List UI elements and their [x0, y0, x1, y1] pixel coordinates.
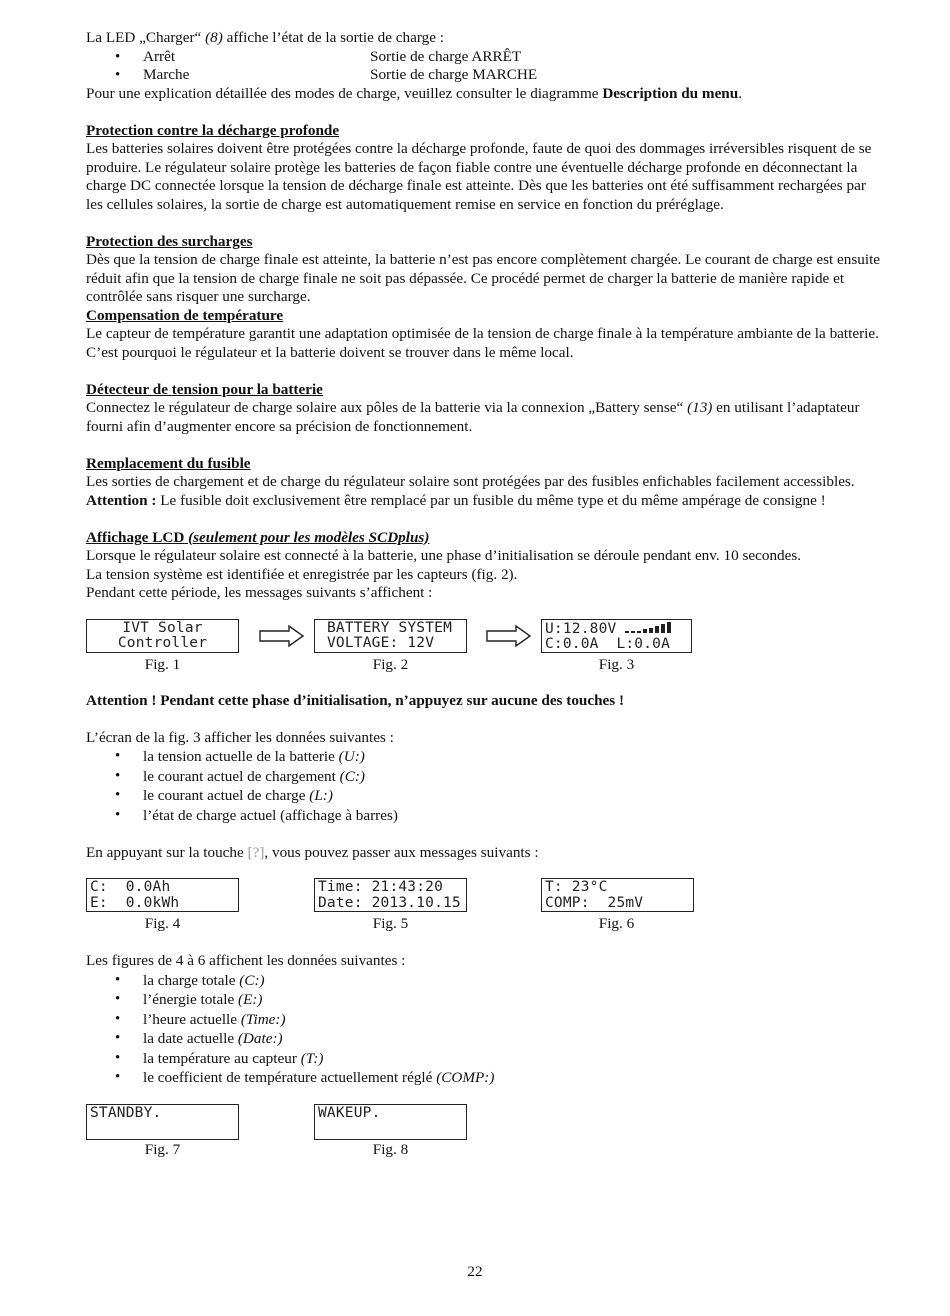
fig3-intro: L’écran de la fig. 3 afficher les données suivantes :	[86, 728, 394, 746]
lcd-display-fig7: STANDBY.	[86, 1104, 239, 1140]
lcd-display-fig8: WAKEUP.	[314, 1104, 467, 1140]
fig-caption: Fig. 7	[144, 1140, 181, 1158]
section-body-fuse: Les sorties de chargement et de charge du régulateur solaire sont protégées par des fusibles enfichables facilement accessibles.	[86, 473, 855, 490]
page-number: 22	[467, 1263, 483, 1280]
section-title-fuse: Remplacement du fusible	[86, 454, 251, 472]
list-item: • la charge totale (C:)	[86, 971, 886, 991]
list-item: • la tension actuelle de la batterie (U:)	[86, 747, 886, 767]
section-body-overcharge: Dès que la tension de charge finale est atteinte, la batterie n’est pas encore complètement chargée. Le courant de charge est ensuite réduit afin que la tension de charge finale ne soit pas dépassée. Ce procédé permet de charger la batterie de manière rapide et contrôlée sans risquer une surcharge.	[86, 251, 881, 305]
section-title-temperature: Compensation de température	[86, 306, 284, 324]
arrow-right-icon	[259, 625, 305, 647]
section-body-battery-sense: Connectez le régulateur de charge solaire aux pôles de la batterie via la connexion „Battery sense“ (13) en utilisant l’adaptateur fourni afin d’augmenter encore sa précision de fonctionnement.	[86, 399, 860, 435]
fig-caption: Fig. 1	[144, 655, 181, 673]
list-item: • le coefficient de température actuellement réglé (COMP:)	[86, 1068, 886, 1088]
key-glyph-icon: [?]	[247, 843, 265, 861]
lcd-line-1: Lorsque le régulateur solaire est connecté à la batterie, une phase d’initialisation se déroule pendant env. 10 secondes.	[86, 547, 802, 564]
section-title-lcd: Affichage LCD (seulement pour les modèles SCDplus)	[86, 528, 430, 546]
list-item: • la date actuelle (Date:)	[86, 1029, 886, 1049]
list-item: • l’énergie totale (E:)	[86, 990, 886, 1010]
lcd-display-fig6: T: 23°C COMP: 25mV	[541, 878, 694, 912]
led-text: La LED „Charger“	[86, 29, 206, 46]
section-body-temperature: Le capteur de température garantit une adaptation optimisée de la tension de charge finale à la température ambiante de la batterie. C’est pourquoi le régulateur et la batterie doivent se trouver dans le même local.	[86, 325, 879, 361]
list-item: • Arrêt Sortie de charge ARRÊT	[86, 48, 886, 67]
state-list	[86, 48, 886, 85]
lcd-row-init	[86, 619, 886, 676]
fig46-intro: Les figures de 4 à 6 affichent les données suivantes :	[86, 952, 406, 969]
fig-caption: Fig. 6	[598, 915, 635, 932]
list-item: • Marche Sortie de charge MARCHE	[86, 66, 886, 85]
fuse-attention: Attention : Le fusible doit exclusivement être remplacé par un fusible du même type et du même ampérage de consigne !	[86, 491, 826, 509]
modes-paragraph: Pour une explication détaillée des modes de charge, veuillez consulter le diagramme Description du menu.	[86, 84, 742, 102]
fig-caption: Fig. 8	[372, 1140, 409, 1158]
fig-caption: Fig. 2	[372, 655, 409, 673]
lcd-line-3: Pendant cette période, les messages suivants s’affichent :	[86, 584, 433, 601]
lcd-line-2: La tension système est identifiée et enregistrée par les capteurs (fig. 2).	[86, 565, 518, 583]
fig-caption: Fig. 4	[144, 915, 181, 932]
document-page	[86, 29, 886, 1161]
fig-caption: Fig. 3	[598, 655, 635, 673]
lcd-row-data	[86, 878, 886, 935]
fig46-list	[86, 971, 886, 1088]
list-item: • le courant actuel de chargement (C:)	[86, 767, 886, 787]
section-title-battery-sense: Détecteur de tension pour la batterie	[86, 380, 323, 398]
led-text-end: affiche l’état de la sortie de charge :	[222, 29, 445, 46]
led-ref: (8)	[205, 29, 223, 46]
charge-bars-icon	[625, 621, 677, 633]
arrow-right-icon	[486, 625, 532, 647]
lcd-display-fig2: BATTERY SYSTEM VOLTAGE: 12V	[314, 619, 467, 653]
lcd-display-fig3: U:12.80V C:0.0A L:0.0A	[541, 619, 692, 653]
fig3-list	[86, 747, 886, 825]
lcd-row-mode	[86, 1104, 886, 1161]
led-paragraph	[86, 29, 886, 48]
lcd-display-fig5: Time: 21:43:20 Date: 2013.10.15	[314, 878, 467, 912]
list-item: • l’état de charge actuel (affichage à barres)	[86, 806, 886, 826]
section-title-overcharge: Protection des surcharges	[86, 232, 253, 250]
list-item: • la température au capteur (T:)	[86, 1049, 886, 1069]
list-item: • le courant actuel de charge (L:)	[86, 786, 886, 806]
init-warning: Attention ! Pendant cette phase d’initialisation, n’appuyez sur aucune des touches !	[86, 691, 625, 709]
section-title-deep-discharge: Protection contre la décharge profonde	[86, 121, 340, 139]
list-item: • l’heure actuelle (Time:)	[86, 1010, 886, 1030]
fig-caption: Fig. 5	[372, 915, 409, 932]
lcd-display-fig4: C: 0.0Ah E: 0.0kWh	[86, 878, 239, 912]
press-key-paragraph: En appuyant sur la touche [?], vous pouvez passer aux messages suivants :	[86, 843, 539, 861]
lcd-display-fig1: IVT Solar Controller	[86, 619, 239, 653]
section-body-deep-discharge: Les batteries solaires doivent être protégées contre la décharge profonde, faute de quoi des dommages irréversibles risquent de se produire. Le régulateur solaire protège les batteries de façon fiable contre une éventuelle décharge profonde en déconnectant la charge DC connectée lorsque la tension de décharge finale est atteinte. Dès que les batteries ont été suffisamment rechargées par les cellules solaires, la sortie de charge est automatiquement remise en service en fonction du préréglage.	[86, 140, 872, 213]
menu-reference: Description du menu	[602, 84, 739, 102]
